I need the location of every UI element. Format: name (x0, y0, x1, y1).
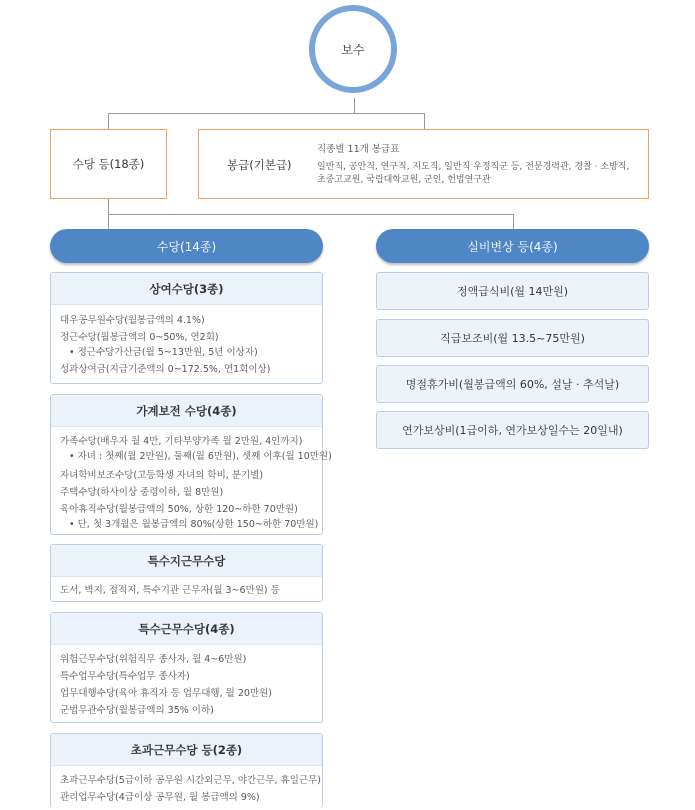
left-branch-label: 수당(14종) (156, 239, 217, 254)
connector-to-basepay (424, 113, 425, 129)
card-line: 군법무관수당(월봉급액의 35% 이하) (60, 705, 214, 716)
root-node (309, 5, 397, 93)
root-label: 보수 (341, 42, 365, 57)
card-line: 업무대행수당(육아 휴직자 등 업무대행, 월 20만원) (60, 688, 272, 699)
base-pay-node (198, 129, 649, 199)
allowance-card (50, 733, 323, 808)
expense-card (376, 272, 649, 310)
expense-card (376, 365, 649, 403)
card-line: 위험근무수당(위험직무 종사자, 월 4~6만원) (60, 654, 247, 665)
expense-card-label: 연가보상비(1급이하, 연가보상일수는 20일내) (402, 424, 623, 437)
allowance-card (50, 394, 332, 535)
allowance-card (50, 612, 323, 723)
connector-top-horizontal (108, 113, 424, 114)
base-pay-desc-line: 초중고교원, 국립대학교원, 군인, 헌법연구관 (317, 175, 491, 185)
expense-card (376, 319, 649, 357)
card-line: 특수업무수당(특수업무 종사자) (60, 671, 190, 682)
card-line: 도서, 벽지, 접적지, 특수기관 근무자(월 3~6만원) 등 (60, 585, 280, 596)
card-title: 상여수당(3종) (51, 273, 322, 305)
card-line: 초과근무수당(5급이하 공무원 시간외근무, 야간근무, 휴일근무) (60, 775, 322, 786)
card-line: 육아휴직수당(월봉급액의 50%, 상한 120~하한 70만원) (60, 504, 298, 515)
expense-card (376, 411, 649, 449)
card-subline: • 정근수당가산금(월 5~13만원, 5년 이상자) (69, 347, 258, 358)
right-branch-label: 실비변상 등(4종) (467, 239, 558, 254)
allowance-card (50, 544, 323, 602)
card-subline: • 자녀 : 첫째(월 2만원), 둘째(월 6만원), 셋째 이후(월 10만원) (69, 451, 332, 462)
connector-to-allowance (108, 113, 109, 129)
left-branch-pill (50, 229, 323, 263)
card-title: 초과근무수당 등(2종) (51, 734, 322, 766)
card-title: 가계보전 수당(4종) (51, 395, 322, 427)
card-line: 가족수당(배우자 월 4만, 기타부양가족 월 2만원, 4인까지) (60, 436, 303, 447)
base-pay-label: 봉급(기본급) (227, 158, 292, 172)
card-subline: • 단, 첫 3개월은 월봉급액의 80%(상한 150~하한 70만원) (69, 519, 319, 530)
connector-to-right-branch (513, 214, 514, 230)
card-line: 성과상여금(지급기준액의 0~172.5%, 연1회이상) (60, 364, 271, 375)
card-line: 관리업무수당(4급이상 공무원, 월 봉급액의 9%) (60, 792, 260, 803)
base-pay-desc-line: 일반직, 공안직, 연구직, 지도직, 일반직 우정직군 등, 전문경력관, 경찰 · 소방직, (317, 162, 630, 172)
card-title: 특수지근무수당 (51, 545, 322, 577)
right-branch-pill (376, 229, 649, 263)
connector-root-down (354, 98, 355, 114)
card-line: 정근수당(월봉급액의 0~50%, 연2회) (60, 332, 219, 343)
card-line: 대우공무원수당(월봉급액의 4.1%) (60, 315, 205, 326)
connector-mid-horizontal (108, 214, 514, 215)
allowance-label: 수당 등(18종) (72, 157, 145, 171)
expense-card-label: 명절휴가비(월봉급액의 60%, 설날 · 추석날) (405, 378, 620, 391)
expense-card-label: 직급보조비(월 13.5~75만원) (440, 332, 585, 345)
allowance-card (50, 272, 323, 384)
card-line: 주택수당(하사이상 중령이하, 월 8만원) (60, 487, 224, 498)
expense-card-label: 정액급식비(월 14만원) (456, 285, 569, 298)
card-title: 특수근무수당(4종) (51, 613, 322, 645)
base-pay-heading: 직종별 11개 봉급표 (317, 144, 400, 155)
card-line: 자녀학비보조수당(고등학생 자녀의 학비, 분기별) (60, 470, 264, 481)
allowance-node (50, 129, 167, 199)
